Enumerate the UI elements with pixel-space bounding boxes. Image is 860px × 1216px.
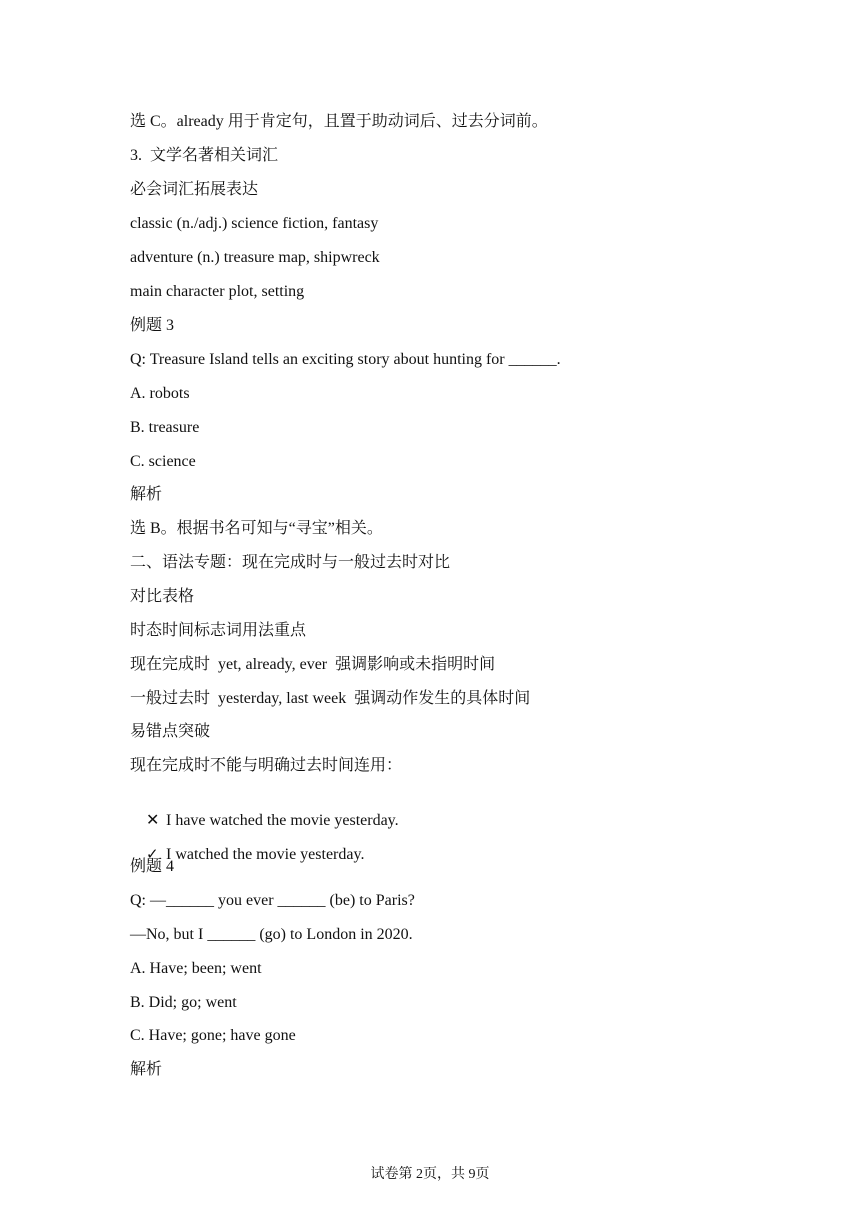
table-row: 一般过去时 yesterday, last week 强调动作发生的具体时间: [130, 690, 531, 707]
table-row: 现在完成时 yet, already, ever 强调影响或未指明时间: [130, 656, 496, 673]
answer-explanation: 选 C。already 用于肯定句，且置于助动词后、过去分词前。: [130, 113, 548, 130]
example-title: 例题 3: [130, 317, 175, 334]
vocab-line: main character plot, setting: [130, 283, 305, 300]
analysis-label: 解析: [130, 486, 163, 503]
rule-text: 现在完成时不能与明确过去时间连用：: [130, 757, 403, 774]
section-heading: 二、语法专题：现在完成时与一般过去时对比: [130, 554, 451, 571]
section-heading: 3. 文学名著相关词汇: [130, 147, 279, 164]
page-footer: 试卷第 2页，共 9页: [370, 1167, 490, 1182]
question-text: Q: Treasure Island tells an exciting story about hunting for ______.: [130, 351, 561, 368]
option-c: C. science: [130, 453, 196, 470]
option-b: B. treasure: [130, 419, 200, 436]
wrong-example-text: I have watched the movie yesterday.: [166, 812, 399, 829]
question-text: Q: —______ you ever ______ (be) to Paris?: [130, 892, 415, 909]
option-c: C. Have; gone; have gone: [130, 1027, 296, 1044]
vocab-line: adventure (n.) treasure map, shipwreck: [130, 249, 380, 266]
subheading: 对比表格: [130, 588, 195, 605]
option-a: A. robots: [130, 385, 190, 402]
subheading: 易错点突破: [130, 723, 211, 740]
vocab-line: classic (n./adj.) science fiction, fantasy: [130, 215, 379, 232]
check-icon: ✓: [146, 845, 159, 863]
answer-explanation: 选 B。根据书名可知与“寻宝”相关。: [130, 520, 383, 537]
table-header-row: 时态时间标志词用法重点: [130, 622, 307, 639]
analysis-label: 解析: [130, 1061, 163, 1078]
example-title: 例题 4: [130, 858, 175, 875]
question-text: —No, but I ______ (go) to London in 2020.: [130, 926, 413, 943]
right-example-text: I watched the movie yesterday.: [166, 846, 365, 863]
option-b: B. Did; go; went: [130, 994, 237, 1011]
option-a: A. Have; been; went: [130, 960, 262, 977]
subheading: 必会词汇拓展表达: [130, 181, 259, 198]
cross-icon: ✕: [146, 810, 160, 829]
